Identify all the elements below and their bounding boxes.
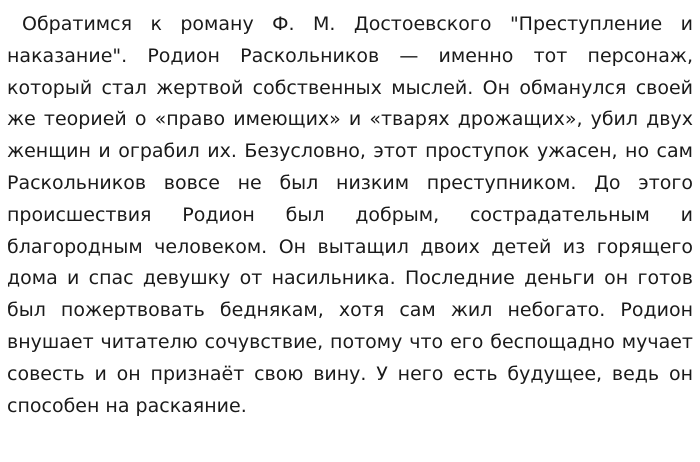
essay-paragraph: Обратимся к роману Ф. М. Достоевского "Преступление и наказание". Родион Раскольников — именно тот персонаж, который стал жертвой собственных мыслей. Он обманулся своей же теорией о «право имеющих» и «тварях дрожащих», убил двух женщин и ограбил их. Безусловно, этот проступок ужасен, но сам Раскольников вовсе не был низким преступником. До этого происшествия Родион был добрым, сострадательным и благородным человеком. Он вытащил двоих детей из горящего дома и спас девушку от насильника. Последние деньги он готов был пожертвовать беднякам, хотя сам жил небогато. Родион внушает читателю сочувствие, потому что его беспощадно мучает совесть и он признаёт свою вину. У него есть будущее, ведь он способен на раскаяние. — [7, 13, 693, 417]
